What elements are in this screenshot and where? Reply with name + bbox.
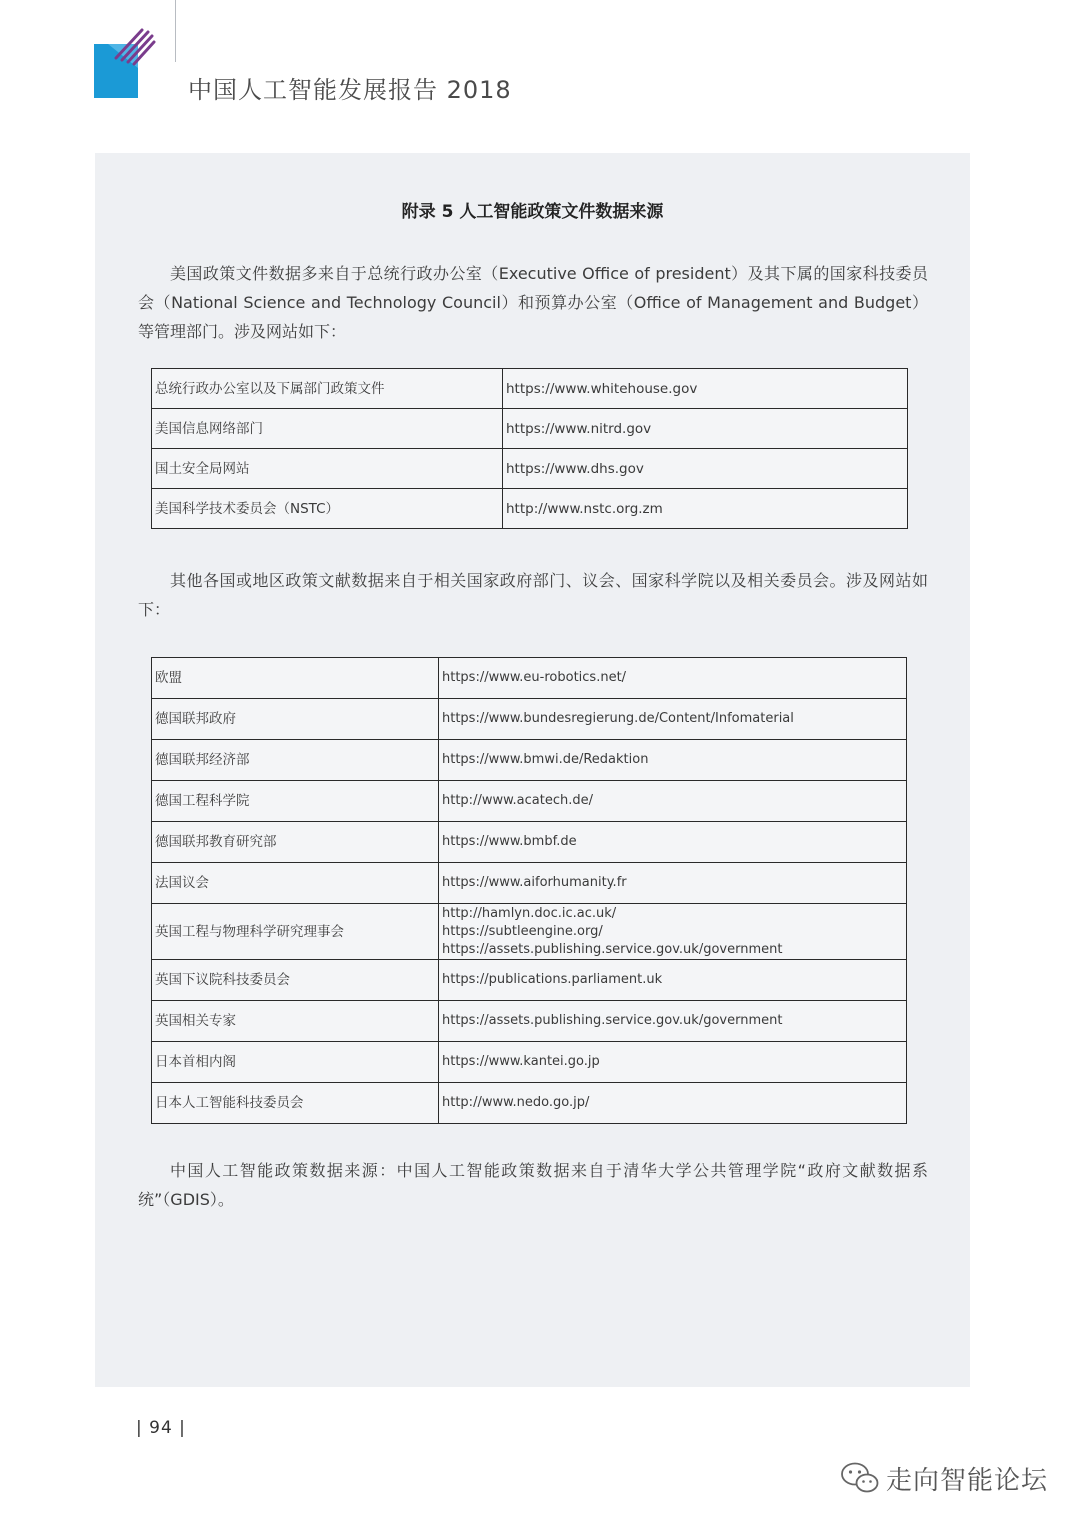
agency-url[interactable]: https://assets.publishing.service.gov.uk/government [442,941,783,957]
agency-url[interactable]: https://www.dhs.gov [503,449,908,489]
agency-name: 日本人工智能科技委员会 [152,1083,439,1124]
table-row [152,1001,907,1042]
table-row [152,369,908,409]
agency-name: 英国工程与物理科学研究理事会 [152,904,439,960]
appendix-title: 附录 5 人工智能政策文件数据来源 [401,202,664,222]
paragraph-china-sources: 中国人工智能政策数据来源：中国人工智能政策数据来自于清华大学公共管理学院“政府文献数据系统”（GDIS）。 [138,1161,928,1209]
agency-url[interactable]: http://www.acatech.de/ [439,781,907,822]
paragraph-other-sources: 其他各国或地区政策文献数据来自于相关国家政府部门、议会、国家科学院以及相关委员会。涉及网站如下： [138,571,928,619]
table-row [152,781,907,822]
table-row [152,822,907,863]
wechat-icon [840,1461,880,1495]
table-row [152,904,907,960]
agency-url[interactable]: https://www.bmbf.de [439,822,907,863]
agency-url[interactable]: https://publications.parliament.uk [439,960,907,1001]
agency-url[interactable]: https://assets.publishing.service.gov.uk/government [439,1001,907,1042]
agency-name: 总统行政办公室以及下属部门政策文件 [152,369,503,409]
table-row [152,658,907,699]
us-sources-table [151,368,908,529]
agency-name: 欧盟 [152,658,439,699]
table-row [152,489,908,529]
paragraph-us-sources: 美国政策文件数据多来自于总统行政办公室（Executive Office of president）及其下属的国家科技委员会（National Science and Technology Council）和预算办公室（Office of Management and Budget）等管理部门。涉及网站如下： [138,264,928,341]
agency-name: 美国信息网络部门 [152,409,503,449]
agency-name: 英国下议院科技委员会 [152,960,439,1001]
agency-name: 德国联邦经济部 [152,740,439,781]
agency-name: 德国联邦政府 [152,699,439,740]
report-header-title: 中国人工智能发展报告 2018 [188,76,512,104]
report-logo [94,28,156,98]
table-row [152,699,907,740]
agency-url[interactable]: https://www.aiforhumanity.fr [439,863,907,904]
agency-url[interactable]: https://www.eu-robotics.net/ [439,658,907,699]
agency-name: 日本首相内阁 [152,1042,439,1083]
agency-url[interactable]: https://www.whitehouse.gov [503,369,908,409]
agency-url[interactable]: https://www.kantei.go.jp [439,1042,907,1083]
agency-url[interactable]: http://www.nstc.org.zm [503,489,908,529]
table-row [152,1042,907,1083]
agency-url[interactable]: https://www.bundesregierung.de/Content/Infomaterial [439,699,907,740]
agency-url[interactable]: https://www.bmwi.de/Redaktion [439,740,907,781]
page-number: | 94 | [136,1418,186,1438]
agency-url-list [439,904,907,960]
agency-name: 美国科学技术委员会（NSTC） [152,489,503,529]
agency-name: 德国工程科学院 [152,781,439,822]
agency-name: 英国相关专家 [152,1001,439,1042]
other-countries-sources-table [151,657,907,1124]
agency-url[interactable]: http://www.nedo.go.jp/ [439,1083,907,1124]
watermark [840,1458,1048,1498]
agency-name: 德国联邦教育研究部 [152,822,439,863]
agency-url[interactable]: https://www.nitrd.gov [503,409,908,449]
agency-name: 国土安全局网站 [152,449,503,489]
agency-name: 法国议会 [152,863,439,904]
table-row [152,960,907,1001]
agency-url[interactable]: http://hamlyn.doc.ic.ac.uk/ [442,905,617,921]
watermark-text: 走向智能论坛 [886,1465,1049,1496]
agency-url[interactable]: https://subtleengine.org/ [442,923,603,939]
header-divider-line [175,0,176,62]
table-row [152,449,908,489]
table-row [152,1083,907,1124]
table-row [152,740,907,781]
table-row [152,863,907,904]
table-row [152,409,908,449]
